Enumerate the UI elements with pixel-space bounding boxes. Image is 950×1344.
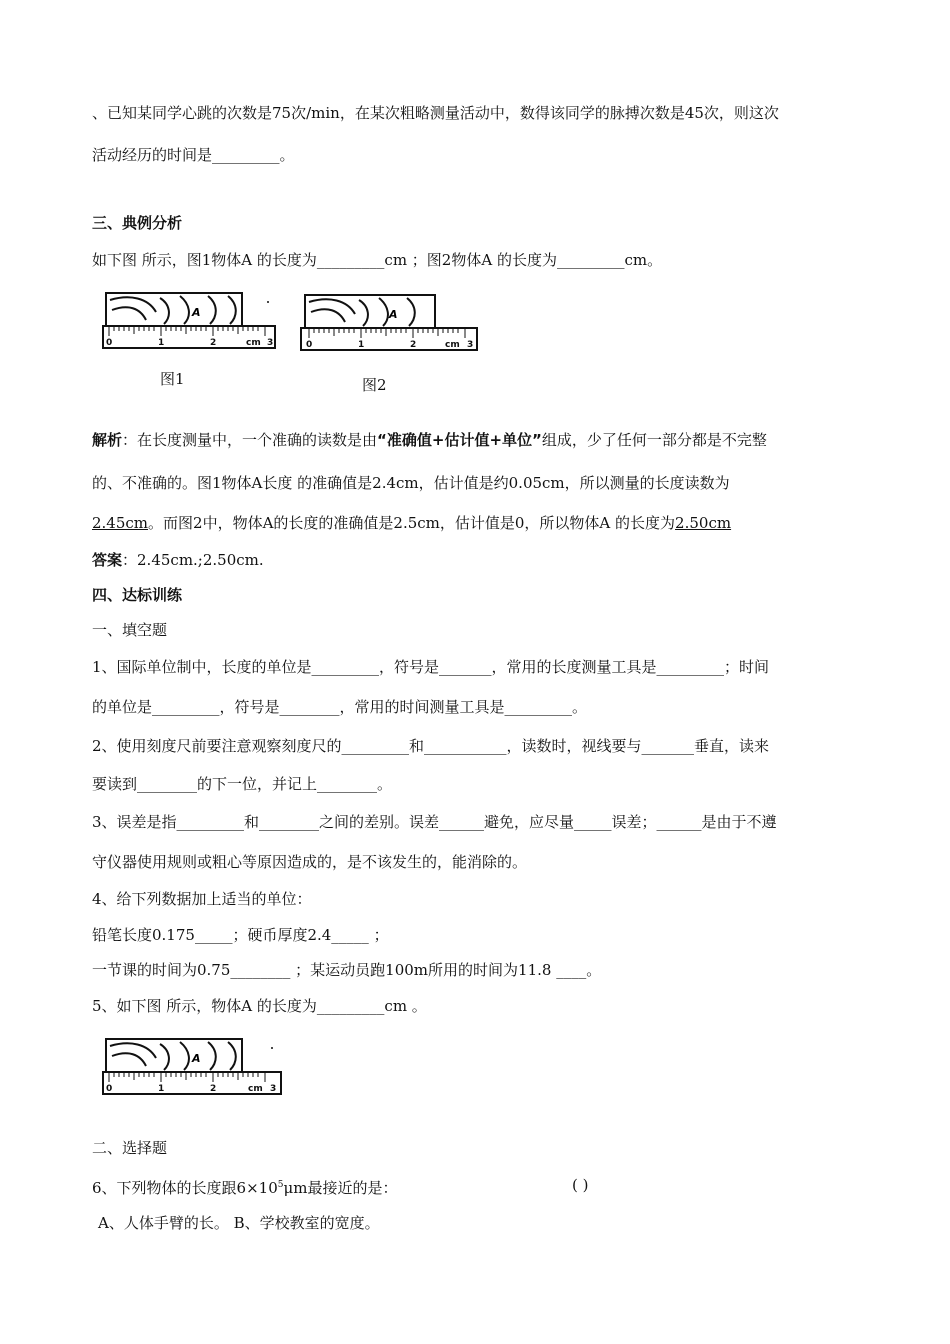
section3-title: 三、典例分析 bbox=[92, 214, 183, 232]
heart-question-line2: 活动经历的时间是_________。 bbox=[92, 146, 295, 164]
tick-label-unit: cm bbox=[248, 1084, 263, 1094]
fig1-caption: 图1 bbox=[160, 370, 185, 388]
analysis-answer-2: 2.50cm bbox=[675, 514, 732, 532]
tick-label-0: 0 bbox=[106, 338, 113, 348]
analysis-line3: 2.45cm。而图2中，物体A的长度的准确值是2.5cm，估计值是0，所以物体A 的长度为2.50cm bbox=[92, 514, 732, 532]
q2-line1: 2、使用刻度尺前要注意观察刻度尺的_________和___________，读数时，视线要与_______垂直，读来 bbox=[92, 737, 770, 755]
q6-options: A、人体手臂的长。 B、学校教室的宽度。 bbox=[98, 1214, 380, 1232]
answer-line bbox=[92, 550, 264, 570]
ruler-ticks bbox=[109, 1072, 265, 1082]
q4-line2: 铅笔长度0.175_____；硬币厚度2.4_____ ； bbox=[92, 926, 389, 944]
q3-line1: 3、误差是指_________和________之间的差别。误差______避免，应尽量_____误差；______是由于不遵 bbox=[92, 813, 777, 831]
choice-heading: 二、选择题 bbox=[92, 1139, 168, 1157]
heart-question-line1: 、已知某同学心跳的次数是75次/min，在某次粗略测量活动中，数得该同学的脉搏次数是45次，则这次 bbox=[92, 104, 779, 122]
q5-line1: 5、如下图 所示，物体A 的长度为_________cm 。 bbox=[92, 997, 427, 1015]
tick-label-1: 1 bbox=[158, 338, 165, 348]
q4-line3: 一节课的时间为0.75________ ；某运动员跑100m所用的时间为11.8 ____。 bbox=[92, 961, 602, 979]
tick-label-1: 1 bbox=[158, 1084, 165, 1094]
analysis-answer-1: 2.45cm bbox=[92, 514, 149, 532]
object-a-pattern bbox=[110, 1042, 236, 1070]
q1-line1: 1、国际单位制中，长度的单位是_________，符号是_______，常用的长度测量工具是_________；时间 bbox=[92, 658, 770, 676]
answer-text: ：2.45cm.;2.50cm. bbox=[122, 551, 264, 569]
q6-answer-paren: ( ) bbox=[572, 1176, 589, 1194]
ruler-figure-2 bbox=[297, 292, 483, 354]
object-a-label: A bbox=[192, 1052, 201, 1065]
tick-label-0: 0 bbox=[306, 340, 313, 350]
object-a-pattern bbox=[110, 296, 236, 324]
analysis-formula: “准确值+估计值+单位” bbox=[377, 431, 542, 449]
analysis-line1: 解析：在长度测量中，一个准确的读数是由“准确值+估计值+单位”组成，少了任何一部分都是不完整 bbox=[92, 431, 767, 449]
analysis-line2: 的、不准确的。图1物体A长度 的准确值是2.4cm，估计值是约0.05cm，所以测量的长度读数为 bbox=[92, 474, 730, 492]
tick-label-unit: cm bbox=[246, 338, 261, 348]
q2-line2: 要读到________的下一位，并记上________。 bbox=[92, 775, 393, 793]
tick-label-3: 3 bbox=[467, 340, 474, 350]
tick-label-unit: cm bbox=[445, 340, 460, 350]
object-a-label: A bbox=[192, 306, 201, 319]
section3-question: 如下图 所示，图1物体A 的长度为_________cm ；图2物体A 的长度为_________cm。 bbox=[92, 251, 663, 269]
tick-label-2: 2 bbox=[410, 340, 417, 350]
ruler-ticks bbox=[309, 328, 465, 338]
q6-line1: 6、下列物体的长度跟$6\times 10^5\mu m$最接近的是： bbox=[92, 1179, 398, 1197]
tick-label-1: 1 bbox=[358, 340, 365, 350]
fig2-caption: 图2 bbox=[362, 376, 387, 394]
ruler-figure-q5 bbox=[100, 1036, 286, 1098]
section4-title: 四、达标训练 bbox=[92, 586, 183, 604]
q6-exponent: 5 bbox=[277, 1180, 284, 1190]
ruler-figure-1 bbox=[100, 290, 282, 352]
tick-label-3: 3 bbox=[270, 1084, 277, 1094]
tick-label-2: 2 bbox=[210, 338, 217, 348]
fill-blank-heading: 一、填空题 bbox=[92, 621, 168, 639]
tick-label-2: 2 bbox=[210, 1084, 217, 1094]
q4-line1: 4、给下列数据加上适当的单位： bbox=[92, 890, 312, 908]
analysis-label: 解析 bbox=[92, 431, 123, 449]
object-a-pattern bbox=[309, 298, 415, 326]
q3-line2: 守仪器使用规则或粗心等原因造成的，是不该发生的，能消除的。 bbox=[92, 853, 528, 871]
ruler-ticks bbox=[109, 326, 265, 336]
answer-label: 答案 bbox=[92, 551, 123, 569]
q1-line2: 的单位是_________，符号是________，常用的时间测量工具是_________。 bbox=[92, 698, 588, 716]
tick-label-3: 3 bbox=[267, 338, 274, 348]
object-a-label: A bbox=[389, 308, 398, 321]
tick-label-0: 0 bbox=[106, 1084, 113, 1094]
